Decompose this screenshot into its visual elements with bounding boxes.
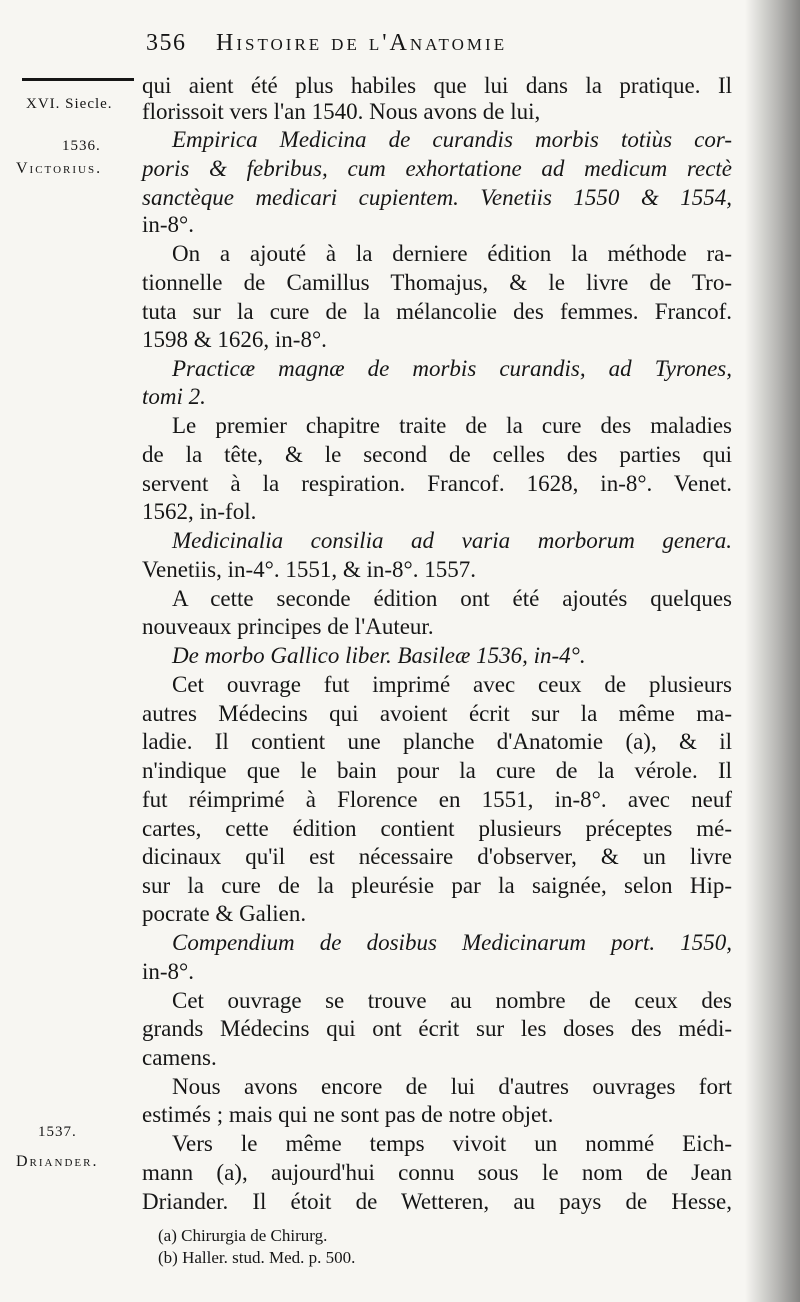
text-line: de la tête, & le second de celles des parties qui bbox=[142, 442, 732, 467]
text-line: De morbo Gallico liber. Basileæ 1536, in-4°. bbox=[172, 643, 586, 668]
text-line: Vers le même temps vivoit un nommé Eich- bbox=[172, 1131, 732, 1156]
text-line: pocrate & Galien. bbox=[142, 901, 307, 926]
footnote-a: (a) Chirurgia de Chirurg. bbox=[158, 1226, 328, 1245]
text-line: tuta sur la cure de la mélancolie des femmes. Francof. bbox=[142, 299, 732, 324]
text-line: fut réimprimé à Florence en 1551, in-8°. avec neuf bbox=[142, 787, 732, 812]
text-line: estimés ; mais qui ne sont pas de notre objet. bbox=[142, 1102, 554, 1127]
text-line: ladie. Il contient une planche d'Anatomie (a), & il bbox=[142, 729, 732, 754]
running-title: Histoire de l'Anatomie bbox=[216, 30, 508, 56]
text-line: Cet ouvrage fut imprimé avec ceux de plusieurs bbox=[172, 672, 732, 697]
page-edge-shadow bbox=[745, 0, 800, 1302]
margin-century: XVI. Siecle. bbox=[26, 96, 113, 112]
margin-driander: Driander. bbox=[16, 1153, 99, 1170]
text-line: Practicæ magnæ de morbis curandis, ad Tyrones, bbox=[172, 356, 732, 381]
text-line: Le premier chapitre traite de la cure des maladies bbox=[172, 413, 732, 438]
text-line: Nous avons encore de lui d'autres ouvrages fort bbox=[172, 1074, 732, 1099]
page-number: 356 bbox=[146, 30, 187, 56]
text-line: in-8°. bbox=[142, 212, 194, 237]
margin-year-1536: 1536. bbox=[62, 138, 101, 154]
text-line: dicinaux qu'il est nécessaire d'observer, & un livre bbox=[142, 844, 732, 869]
text-line: camens. bbox=[142, 1045, 217, 1070]
text-line: sanctèque medicari cupientem. Venetiis 1550 & 1554, bbox=[142, 185, 732, 210]
text-line: in-8°. bbox=[142, 959, 194, 984]
text-line: tionnelle de Camillus Thomajus, & le livre de Tro- bbox=[142, 270, 732, 295]
text-line: 1562, in-fol. bbox=[142, 499, 257, 524]
text-line: 1598 & 1626, in-8°. bbox=[142, 327, 327, 352]
text-line: n'indique que le bain pour la cure de la vérole. Il bbox=[142, 758, 732, 783]
text-line: Driander. Il étoit de Wetteren, au pays de Hesse, bbox=[142, 1189, 732, 1214]
text-line: servent à la respiration. Francof. 1628, in-8°. Venet. bbox=[142, 471, 732, 496]
text-line: tomi 2. bbox=[142, 384, 206, 409]
text-line: poris & febribus, cum exhortatione ad medicum rectè bbox=[142, 156, 732, 181]
text-line: qui aient été plus habiles que lui dans la pratique. Il bbox=[142, 73, 732, 98]
footnote-b: (b) Haller. stud. Med. p. 500. bbox=[158, 1248, 356, 1267]
text-line: A cette seconde édition ont été ajoutés quelques bbox=[172, 586, 732, 611]
text-line: cartes, cette édition contient plusieurs préceptes mé- bbox=[142, 816, 732, 841]
text-line: Compendium de dosibus Medicinarum port. 1550, bbox=[172, 930, 732, 955]
text-line: Cet ouvrage se trouve au nombre de ceux des bbox=[172, 988, 732, 1013]
text-line: grands Médecins qui ont écrit sur les doses des médi- bbox=[142, 1016, 732, 1041]
text-line: florissoit vers l'an 1540. Nous avons de lui, bbox=[142, 99, 541, 124]
text-line: nouveaux principes de l'Auteur. bbox=[142, 614, 434, 639]
text-line: sur la cure de la pleurésie par la saignée, selon Hip- bbox=[142, 873, 732, 898]
margin-rule bbox=[22, 78, 134, 81]
text-line: mann (a), aujourd'hui connu sous le nom de Jean bbox=[142, 1160, 732, 1185]
text-line: Medicinalia consilia ad varia morborum genera. bbox=[172, 528, 732, 553]
text-line: Venetiis, in-4°. 1551, & in-8°. 1557. bbox=[142, 557, 476, 582]
margin-year-1537: 1537. bbox=[38, 1124, 77, 1140]
margin-victorius: Victorius. bbox=[16, 160, 103, 177]
text-line: On a ajouté à la derniere édition la méthode ra- bbox=[172, 241, 732, 266]
text-line: Empirica Medicina de curandis morbis totiùs cor- bbox=[172, 127, 732, 152]
running-head bbox=[146, 30, 746, 57]
text-line: autres Médecins qui avoient écrit sur la même ma- bbox=[142, 701, 732, 726]
